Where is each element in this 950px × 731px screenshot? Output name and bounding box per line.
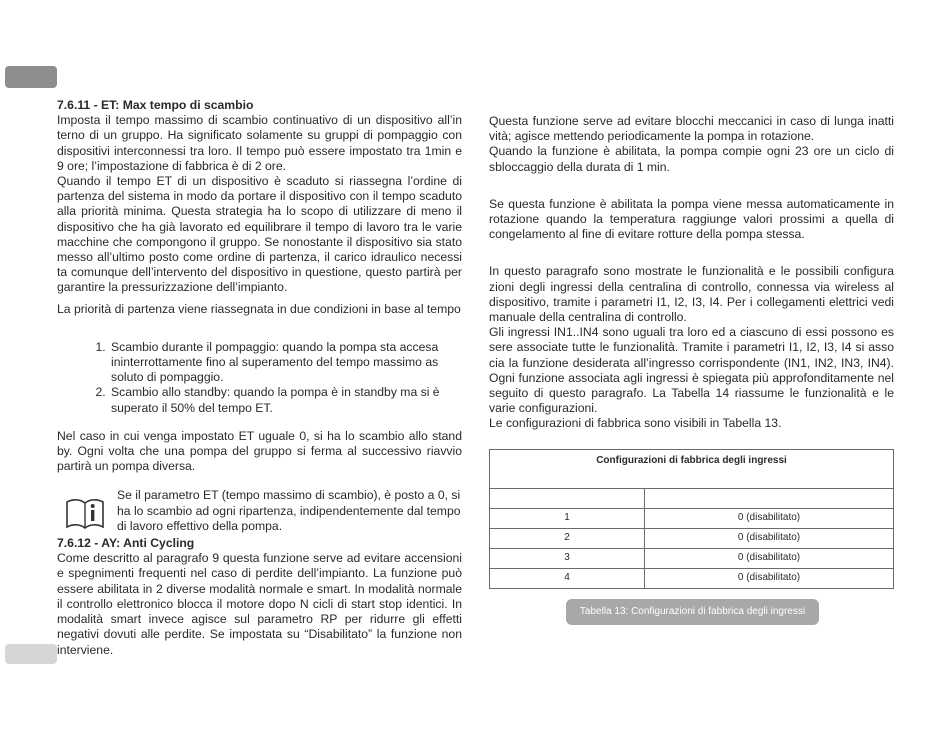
table-row [490,568,894,588]
table-cell: 2 [490,528,645,548]
page-number-tab [5,644,57,664]
table-title: Configurazioni di fabbrica degli ingressi [490,449,894,488]
et-paragraph-3: La priorità di partenza viene riassegnata in due condizioni in base al tempo [57,301,461,316]
section-heading-ay: 7.6.12 - AY: Anti Cycling [57,536,195,551]
page-section-tab [5,66,57,88]
ay-paragraph-1: Come descritto al paragrafo 9 questa funzione serve ad evitare accensioni e spegnimenti frequenti nel caso di perdite dell’impianto. La funzione può essere abilitata in 2 diverse modalità normale e smart. In modalità normale il controllo elettronico blocca il motore dopo N cicli di start stop identici. In modalità smart invece agisce sul parametro RP per ridurre gli effetti negativi dovuti alle perdite. Se impostata su “Disabilitato” la funzione non interviene. [57,551,462,657]
table-header-cell [645,488,894,508]
table-cell: 0 (disabilitato) [645,568,894,588]
note-text: Se il parametro ET (tempo massimo di scambio), è posto a 0, si ha lo scambio ad ogni ripartenza, indipendentemente dal tempo di lavoro effettivo della pompa. [117,488,461,533]
table-cell: 4 [490,568,645,588]
factory-config-table-wrapper [489,449,894,625]
right-paragraph-3: Se questa funzione è abilitata la pompa viene messa automaticamente in rotazione quando la temperatura raggiunge valori prossimi a quella di congelamento al fine di evitare rotture della pompa stessa. [489,196,894,242]
right-paragraph-1: Questa funzione serve ad evitare blocchi meccanici in caso di lunga inatti vità; agisce mettendo periodicamente la pompa in rotazione. [489,114,894,144]
table-cell: 1 [490,508,645,528]
table-row [490,528,894,548]
list-item: 1. Scambio durante il pompaggio: quando la pompa sta accesa ininterrottamente fino al superamento del tempo massimo as soluto di pompaggio. [109,340,462,386]
et-conditions-list [57,340,462,416]
info-note [57,488,462,534]
right-column [489,114,894,625]
table-cell: 0 (disabilitato) [645,508,894,528]
table-cell: 0 (disabilitato) [645,548,894,568]
right-paragraph-6: Le configurazioni di fabbrica sono visibili in Tabella 13. [489,416,782,431]
et-paragraph-4: Nel caso in cui venga impostato ET uguale 0, si ha lo scambio allo stand by. Ogni volta che una pompa del gruppo si ferma al successivo riavvio partirà un pompa diversa. [57,428,462,474]
table-row [490,548,894,568]
table-caption: Tabella 13: Configurazioni di fabbrica degli ingressi [566,599,819,625]
right-paragraph-2: Quando la funzione è abilitata, la pompa compie ogni 23 ore un ciclo di sbloccaggio della durata di 1 min. [489,144,894,174]
table-cell: 0 (disabilitato) [645,528,894,548]
et-paragraph-2: Quando il tempo ET di un dispositivo è scaduto si riassegna l’ordine di partenza del sistema in modo da portare il dispositivo con il tempo scaduto alla priorità minima. Questa strategia ha lo scopo di utilizzare di meno il dispositivo che ha già lavorato ed equilibrare il tempo di lavoro tra le varie macchine che compongono il gruppo. Se nonostante il dispositivo sia stato messo all’ultimo posto come ordine di partenza, il carico idraulico necessi ta comunque dell’intervento del dispositivo in questione, questo partirà per garantire la pressurizzazione dell’impianto. [57,174,462,295]
table-header-cell [490,488,645,508]
list-item: 2. Scambio allo standby: quando la pompa è in standby ma si è superato il 50% del tempo ET. [109,385,462,415]
table-cell: 3 [490,548,645,568]
left-column [57,98,462,658]
et-paragraph-1: Imposta il tempo massimo di scambio continuativo di un dispositivo all’in terno di un gruppo. Ha significato solamente su gruppi di pompaggio con dispositivi interconnessi tra loro. Il tempo può essere impostato tra 1min e 9 ore; l’impostazione di fabbrica è di 2 ore. [57,113,462,173]
factory-config-table [489,449,894,589]
info-book-icon [65,496,105,530]
right-paragraph-5: Gli ingressi IN1..IN4 sono uguali tra loro ed a ciascuno di essi possono es sere associate tutte le funzionalità. Tramite i parametri I1, I2, I3, I4 si asso cia la funzione desiderata all’ingresso corrispondente (IN1, IN2, IN3, IN4). Ogni funzione associata agli ingressi è spiegata più approfonditamente nel seguito di questo paragrafo. La Tabella 14 riassume le funzionalità e le varie configurazioni. [489,325,894,416]
section-heading-et: 7.6.11 - ET: Max tempo di scambio [57,98,254,112]
table-row [490,508,894,528]
right-paragraph-4: In questo paragrafo sono mostrate le funzionalità e le possibili configura zioni degli ingressi della centralina di controllo, connessa via wireless al dispositivo, tramite i parametri I1, I2, I3, I4. Per i collegamenti elettrici vedi manuale della centralina di controllo. [489,264,894,325]
